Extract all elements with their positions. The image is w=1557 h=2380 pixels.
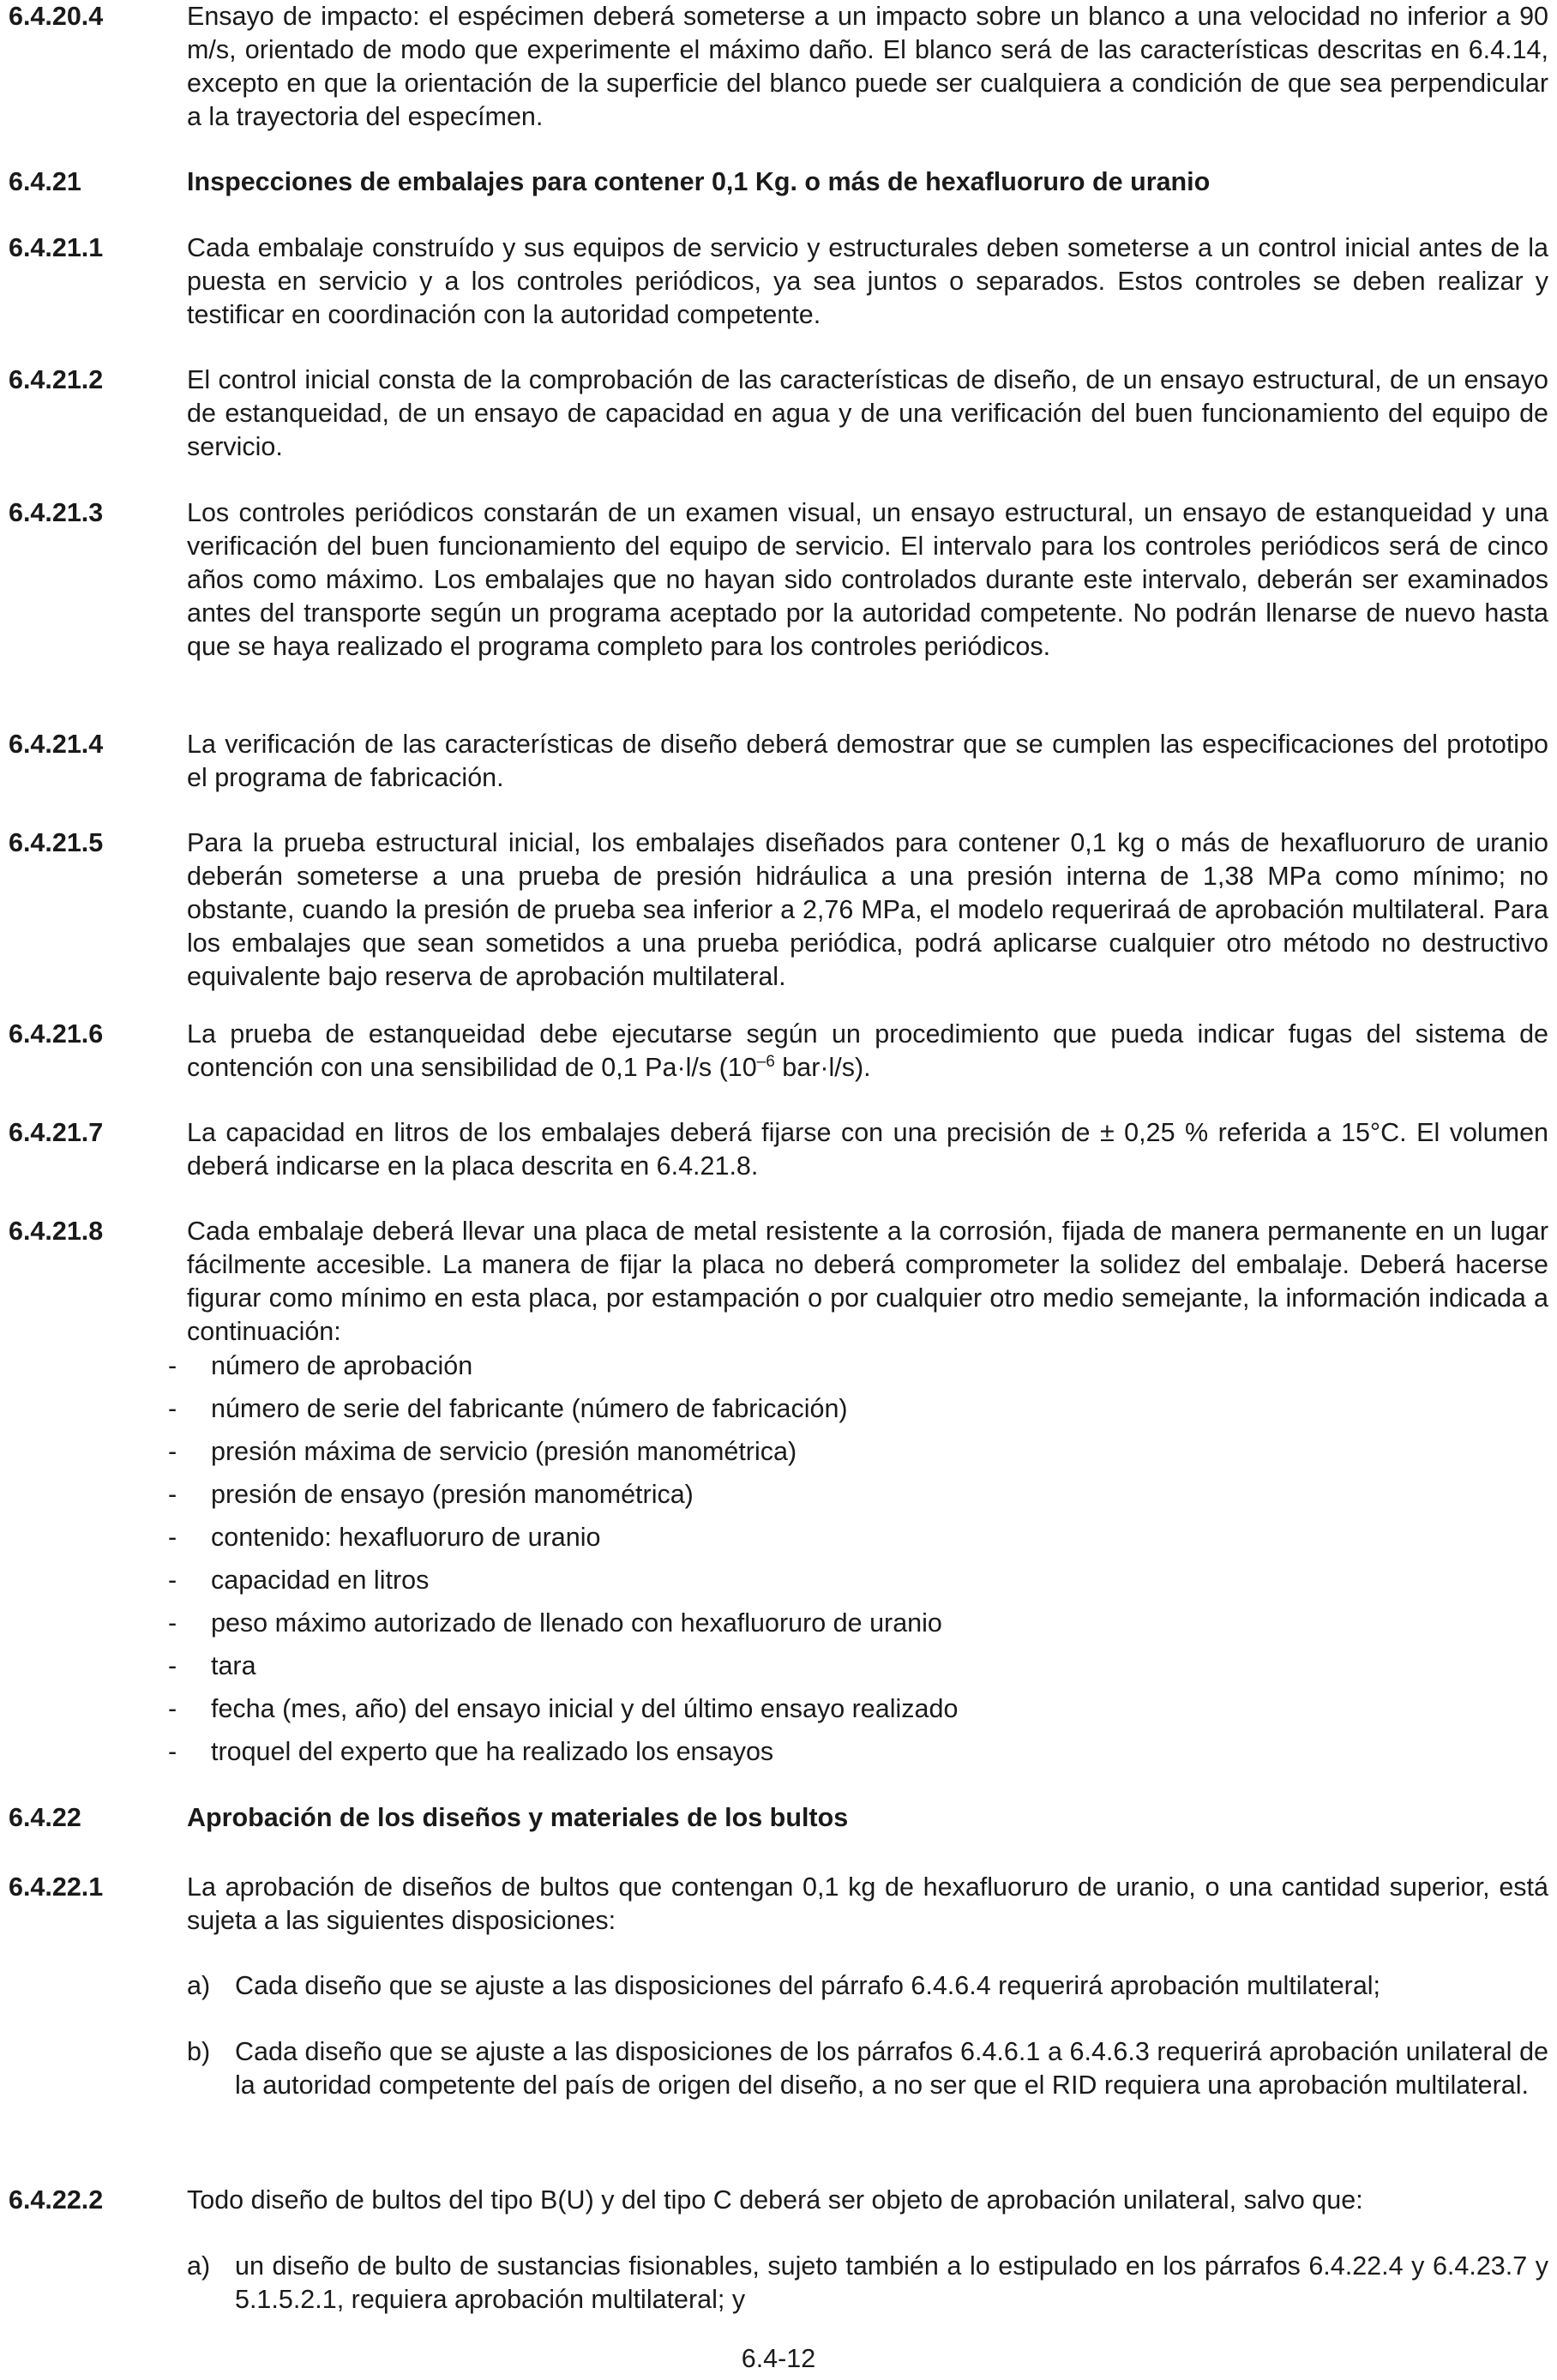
paragraph-number: 6.4.21.1: [9, 233, 104, 262]
list-item-text: contenido: hexafluoruro de uranio: [211, 1523, 601, 1552]
paragraph-text: El control inicial consta de la comprobación de las características de diseño, de un ensayo estructural, de un ensayo de estanqueidad, de un ensayo de capacidad en agua y de una verificación del buen funcionamiento del equipo de servicio.: [187, 365, 1548, 461]
paragraph-text: Ensayo de impacto: el espécimen deberá someterse a un impacto sobre un blanco a una velocidad no inferior a 90 m/s, orientado de modo que experimente el máximo daño. El blanco será de las características descritas en 6.4.14, excepto en que la orientación de la superficie del blanco puede ser cualquiera a condición de que sea perpendicular a la trayectoria del especímen.: [187, 2, 1548, 131]
paragraph-number: 6.4.20.4: [9, 2, 104, 31]
list-item-text: fecha (mes, año) del ensayo inicial y del último ensayo realizado: [211, 1694, 959, 1723]
paragraph-text: La aprobación de diseños de bultos que contengan 0,1 kg de hexafluoruro de uranio, o una cantidad superior, está sujeta a las siguientes disposiciones:: [187, 1872, 1548, 1935]
paragraph-number: 6.4.21.2: [9, 365, 104, 394]
section-title: Inspecciones de embalajes para contener 0,1 Kg. o más de hexafluoruro de uranio: [187, 167, 1211, 196]
paragraph-text: [187, 1018, 1548, 1085]
list-item: [168, 1521, 600, 1554]
list-item: [168, 1392, 848, 1426]
paragraph-6-4-21-2: [9, 364, 1548, 464]
list-item-text: troquel del experto que ha realizado los ensayos: [211, 1737, 774, 1766]
paragraph-number: 6.4.21.6: [9, 1019, 104, 1049]
paragraph-6-4-21-7: [9, 1116, 1548, 1183]
paragraph-number: 6.4.21.7: [9, 1118, 104, 1147]
paragraph-number: 6.4.21.5: [9, 828, 104, 857]
list-item-text: Cada diseño que se ajuste a las disposiciones de los párrafos 6.4.6.1 a 6.4.6.3 requerirá aprobación unilateral de la autoridad competente del país de origen del diseño, a no ser que el RID requiera una aprobación multilateral.: [235, 2037, 1548, 2100]
list-dash: -: [168, 1351, 177, 1380]
list-dash: -: [168, 1566, 177, 1595]
list-item-text: presión de ensayo (presión manométrica): [211, 1480, 694, 1509]
list-item: [168, 1564, 429, 1597]
section-title: Aprobación de los diseños y materiales de los bultos: [187, 1803, 849, 1832]
list-item: [168, 1692, 958, 1726]
list-marker: b): [187, 2037, 211, 2066]
list-item-text: tara: [211, 1651, 256, 1680]
list-item-text: presión máxima de servicio (presión manométrica): [211, 1437, 797, 1466]
list-dash: -: [168, 1737, 177, 1766]
section-heading-6-4-22: [9, 1801, 1548, 1835]
paragraph-number: 6.4.21.8: [9, 1217, 104, 1246]
list-item-text: un diseño de bulto de sustancias fisionables, sujeto también a lo estipulado en los párrafos 6.4.22.4 y 6.4.23.7 y 5.1.5.2.1, requiera aprobación multilateral; y: [235, 2251, 1548, 2314]
paragraph-text: Cada embalaje deberá llevar una placa de metal resistente a la corrosión, fijada de manera permanente en un lugar fácilmente accesible. La manera de fijar la placa no deberá comprometer la solidez del embalaje. Deberá hacerse figurar como mínimo en esta placa, por estampación o por cualquier otro medio semejante, la información indicada a continuación:: [187, 1217, 1548, 1346]
list-item-a-2: [187, 2250, 1548, 2317]
paragraph-6-4-21-6: [9, 1018, 1548, 1085]
text-after-exponent: bar·l/s).: [774, 1053, 871, 1082]
paragraph-6-4-21-8: [9, 1215, 1548, 1349]
paragraph-6-4-21-5: [9, 826, 1548, 994]
paragraph-text: Los controles periódicos constarán de un examen visual, un ensayo estructural, un ensayo de estanqueidad y una verificación del buen funcionamiento del equipo de servicio. El intervalo para los controles periódicos será de cinco años como máximo. Los embalajes que no hayan sido controlados durante este intervalo, deberán ser examinados antes del transporte según un programa aceptado por la autoridad competente. No podrán llenarse de nuevo hasta que se haya realizado el programa completo para los controles periódicos.: [187, 498, 1548, 661]
list-dash: -: [168, 1437, 177, 1466]
exponent: –6: [756, 1052, 775, 1071]
list-dash: -: [168, 1480, 177, 1509]
paragraph-text: La verificación de las características de diseño deberá demostrar que se cumplen las especificaciones del prototipo el programa de fabricación.: [187, 730, 1548, 792]
section-number: 6.4.22: [9, 1803, 81, 1832]
list-item: [168, 1478, 694, 1512]
list-dash: -: [168, 1694, 177, 1723]
paragraph-text: Todo diseño de bultos del tipo B(U) y del tipo C deberá ser objeto de aprobación unilateral, salvo que:: [187, 2185, 1363, 2215]
list-item-text: Cada diseño que se ajuste a las disposiciones del párrafo 6.4.6.4 requerirá aprobación multilateral;: [235, 1971, 1381, 2000]
list-item: [168, 1735, 773, 1769]
list-item-b: [187, 2035, 1548, 2102]
paragraph-6-4-22-1: [9, 1871, 1548, 1938]
list-marker: a): [187, 1971, 211, 2000]
paragraph-text: Para la prueba estructural inicial, los embalajes diseñados para contener 0,1 kg o más de hexafluoruro de uranio deberán someterse a una prueba de presión hidráulica a una presión interna de 1,38 MPa como mínimo; no obstante, cuando la presión de prueba sea inferior a 2,76 MPa, el modelo requeriraá de aprobación multilateral. Para los embalajes que sean sometidos a una prueba periódica, podrá aplicarse cualquier otro método no destructivo equivalente bajo reserva de aprobación multilateral.: [187, 828, 1548, 991]
paragraph-6-4-20-4: [9, 0, 1548, 134]
list-item: [168, 1349, 472, 1383]
list-item-text: peso máximo autorizado de llenado con hexafluoruro de uranio: [211, 1608, 942, 1638]
list-item: [168, 1435, 797, 1469]
paragraph-6-4-21-3: [9, 496, 1548, 664]
list-item: [168, 1650, 256, 1683]
page-number: 6.4-12: [741, 2344, 816, 2373]
list-item-text: número de serie del fabricante (número de fabricación): [211, 1394, 848, 1423]
paragraph-6-4-21-4: [9, 728, 1548, 795]
section-heading-6-4-21: [9, 165, 1548, 199]
paragraph-6-4-21-1: [9, 231, 1548, 332]
paragraph-number: 6.4.22.2: [9, 2185, 104, 2215]
list-item-text: capacidad en litros: [211, 1566, 430, 1595]
list-item-a: [187, 1969, 1548, 2003]
list-dash: -: [168, 1608, 177, 1638]
list-item: [168, 1607, 942, 1640]
list-dash: -: [168, 1523, 177, 1552]
list-marker: a): [187, 2251, 211, 2281]
paragraph-text: Cada embalaje construído y sus equipos de servicio y estructurales deben someterse a un control inicial antes de la puesta en servicio y a los controles periódicos, ya sea juntos o separados. Estos controles se deben realizar y testificar en coordinación con la autoridad competente.: [187, 233, 1548, 329]
section-number: 6.4.21: [9, 167, 81, 196]
paragraph-number: 6.4.21.3: [9, 498, 104, 527]
list-dash: -: [168, 1394, 177, 1423]
paragraph-number: 6.4.22.1: [9, 1872, 104, 1902]
paragraph-text: La capacidad en litros de los embalajes deberá fijarse con una precisión de ± 0,25 % referida a 15°C. El volumen deberá indicarse en la placa descrita en 6.4.21.8.: [187, 1118, 1548, 1181]
list-dash: -: [168, 1651, 177, 1680]
text-before-exponent: La prueba de estanqueidad debe ejecutarse según un procedimiento que pueda indicar fugas del sistema de contención con una sensibilidad de 0,1 Pa·l/s (10: [187, 1019, 1548, 1082]
paragraph-number: 6.4.21.4: [9, 730, 104, 759]
list-item-text: número de aprobación: [211, 1351, 473, 1380]
paragraph-6-4-22-2: [9, 2184, 1548, 2217]
